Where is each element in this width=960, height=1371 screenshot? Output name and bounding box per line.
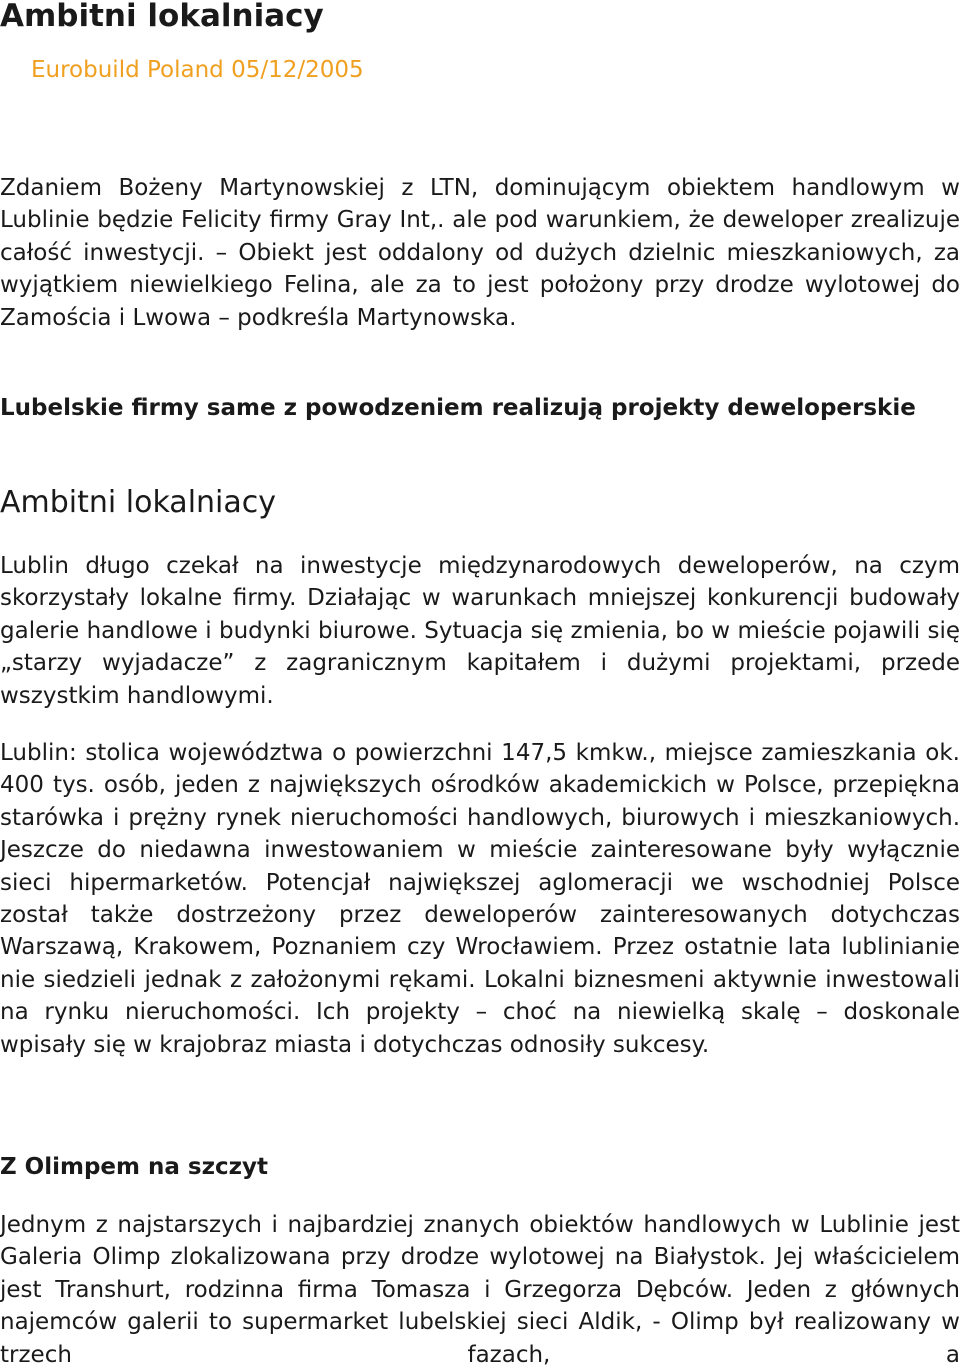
article-paragraph-1: Lublin długo czekał na inwestycje międzynarodowych deweloperów, na czym skorzystały lokalne firmy. Działając w warunkach mniejszej konkurencji budowały galerie handlowe i budynki biurowe. Sytuacja się zmienia, bo w mieście pojawili się „starzy wyjadacze” z zagranicznym kapitałem i dużymi projektami, przede wszystkim handlowymi. [0, 553, 960, 709]
article-heading: Ambitni lokalniacy [0, 485, 277, 520]
lead-heading: Lubelskie firmy same z powodzeniem realizują projekty deweloperskie [0, 395, 916, 421]
intro-paragraph: Zdaniem Bożeny Martynowskiej z LTN, dominującym obiektem handlowym w Lublinie będzie Felicity firmy Gray Int,. ale pod warunkiem, że deweloper zrealizuje całość inwestycji. – Obiekt jest oddalony od dużych dzielnic mieszkaniowych, za wyjątkiem niewielkiego Felina, ale za to jest położony przy drodze wylotowej do Zamościa i Lwowa – podkreśla Martynowska. [0, 175, 960, 331]
source-line: Eurobuild Poland 05/12/2005 [31, 57, 364, 83]
document-title: Ambitni lokalniacy [0, 0, 324, 34]
article-paragraph-3: Jednym z najstarszych i najbardziej znanych obiektów handlowych w Lublinie jest Galeria Olimp zlokalizowana przy drodze wylotowej na Białystok. Jej właścicielem jest Transhurt, rodzinna firma Tomasza i Grzegorza Dębców. Jeden z głównych najemców galerii to supermarket lubelskiej sieci Aldik, - Olimp był realizowany w trzech fazach, a [0, 1212, 960, 1368]
section-subheading: Z Olimpem na szczyt [0, 1154, 268, 1180]
article-paragraph-2: Lublin: stolica województwa o powierzchni 147,5 kmkw., miejsce zamieszkania ok. 400 tys. osób, jeden z największych ośrodków akademickich w Polsce, przepiękna starówka i prężny rynek nieruchomości handlowych, biurowych i mieszkaniowych. Jeszcze do niedawna inwestowaniem w mieście zainteresowane były wyłącznie sieci hipermarketów. Potencjał największej aglomeracji we wschodniej Polsce został także dostrzeżony przez deweloperów zainteresowanych dotychczas Warszawą, Krakowem, Poznaniem czy Wrocławiem. Przez ostatnie lata lublinianie nie siedzieli jednak z założonymi rękami. Lokalni biznesmeni aktywnie inwestowali na rynku nieruchomości. Ich projekty – choć na niewielką skalę – doskonale wpisały się w krajobraz miasta i dotychczas odnosiły sukcesy. [0, 740, 960, 1058]
